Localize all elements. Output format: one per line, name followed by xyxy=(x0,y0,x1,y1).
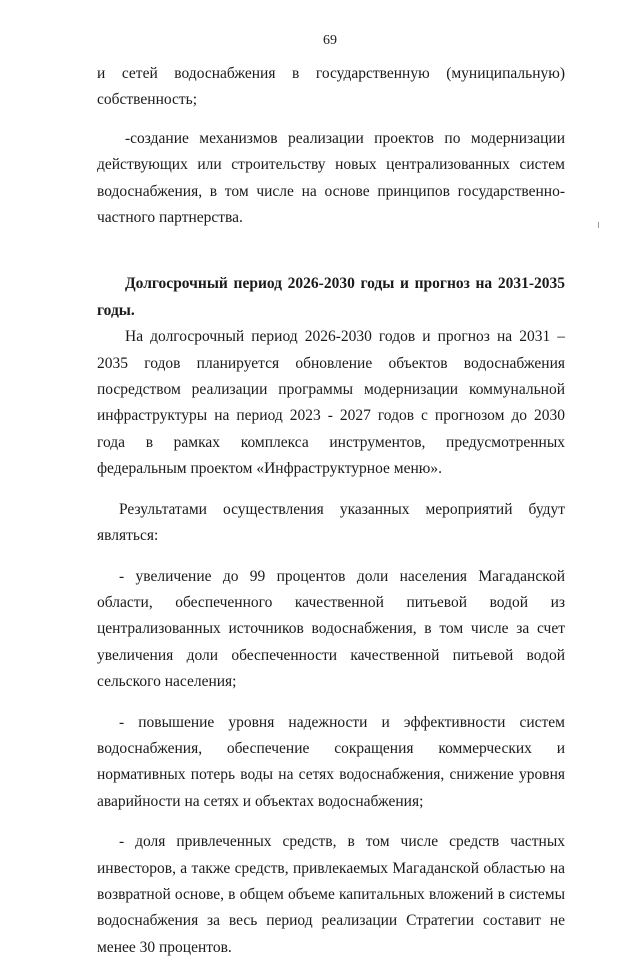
paragraph-long-term-plan: На долгосрочный период 2026-2030 годов и прогноз на 2031 – 2035 годов планируется обновление объектов водоснабжения посредством реализации программы модернизации коммунальной инфраструктуры на период 2023 - 2027 годов с прогнозом до 2030 года в рамках комплекса инструментов, предусмотренных федеральным проектом «Инфраструктурное меню». xyxy=(97,328,565,478)
list-item-investments: - доля привлеченных средств, в том числе средств частных инвесторов, а также средств, привлекаемых Магаданской областью на возвратной основе, в общем объеме капитальных вложений в системы водоснабжения за весь период реализации Стратегии составит не менее 30 процентов. xyxy=(97,833,565,956)
scan-mark xyxy=(598,222,599,228)
paragraph-results-intro: Результатами осуществления указанных мероприятий будут являться: xyxy=(97,500,565,545)
page-number: 69 xyxy=(323,33,337,48)
paragraph-mechanisms: -создание механизмов реализации проектов по модернизации действующих или строительству новых централизованных систем водоснабжения, в том числе на основе принципов государственно-частного партнерства. xyxy=(97,129,565,227)
list-item-water-quality: - увеличение до 99 процентов доли населения Магаданской области, обеспеченного качественной питьевой водой из централизованных источников водоснабжения, в том числе за счет увеличения доли обеспеченности качественной питьевой водой сельского населения; xyxy=(97,567,565,691)
document-body xyxy=(97,61,565,961)
paragraph-ownership: и сетей водоснабжения в государственную (муниципальную) собственность; xyxy=(97,65,565,109)
list-item-reliability: - повышение уровня надежности и эффективности систем водоснабжения, обеспечение сокращения коммерческих и нормативных потерь воды на сетях водоснабжения, снижение уровня аварийности на сетях и объектах водоснабжения; xyxy=(97,713,565,810)
section-heading: Долгосрочный период 2026-2030 годы и прогноз на 2031-2035 годы. xyxy=(97,275,565,319)
